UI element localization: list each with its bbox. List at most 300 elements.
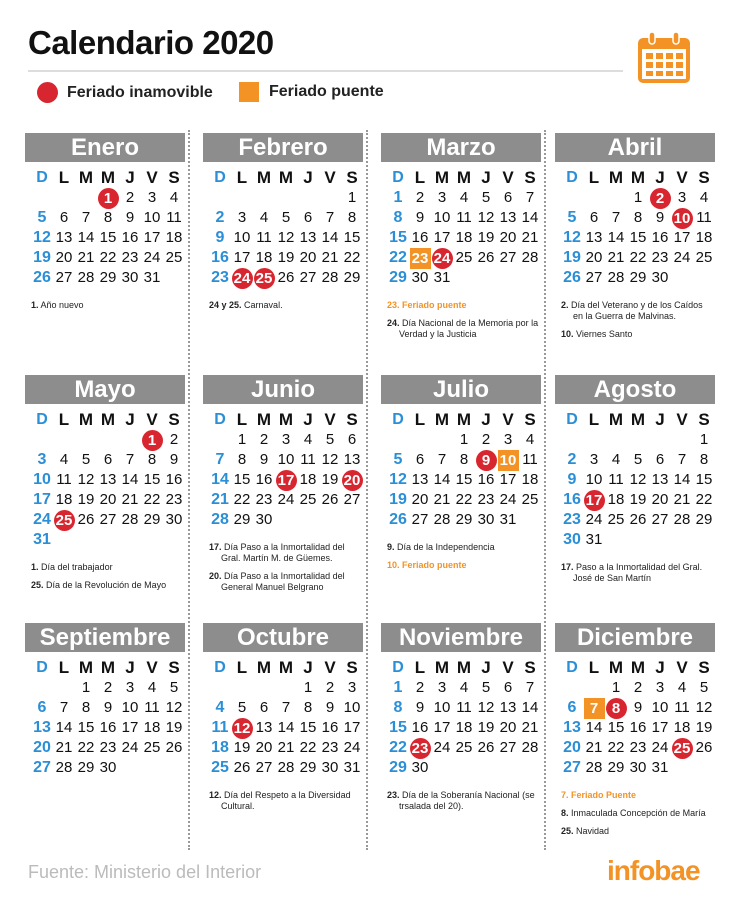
day: 15 bbox=[695, 471, 713, 488]
day: 16 bbox=[563, 491, 581, 508]
holiday-day: 8 bbox=[605, 698, 627, 718]
day: 18 bbox=[143, 719, 161, 736]
day: 28 bbox=[607, 269, 625, 286]
day: 18 bbox=[521, 471, 539, 488]
weekday-label: L bbox=[58, 168, 70, 187]
day: 3 bbox=[437, 679, 447, 696]
month-header: Enero bbox=[25, 133, 185, 162]
weekday-label: J bbox=[481, 658, 491, 677]
note-day: 10. bbox=[561, 329, 574, 339]
day: 22 bbox=[299, 739, 317, 756]
day: 12 bbox=[321, 451, 339, 468]
legend-bridge bbox=[239, 82, 384, 102]
day: 12 bbox=[477, 699, 495, 716]
day: 27 bbox=[499, 249, 517, 266]
day: 17 bbox=[433, 229, 451, 246]
day: 18 bbox=[211, 739, 229, 756]
day: 16 bbox=[651, 229, 669, 246]
day: 3 bbox=[147, 189, 157, 206]
note-day: 7. bbox=[561, 790, 569, 800]
empty-cell bbox=[231, 188, 253, 208]
day: 9 bbox=[125, 209, 135, 226]
holiday-day: 20 bbox=[341, 470, 363, 490]
day: 10 bbox=[651, 699, 669, 716]
weekday-label: S bbox=[168, 658, 180, 677]
day: 10 bbox=[33, 471, 51, 488]
day: 7 bbox=[677, 451, 687, 468]
day: 27 bbox=[299, 269, 317, 286]
day: 2 bbox=[103, 679, 113, 696]
day: 24 bbox=[499, 491, 517, 508]
day: 11 bbox=[522, 451, 538, 468]
weekday-label: J bbox=[303, 168, 313, 187]
weekday-label: J bbox=[655, 410, 665, 429]
day: 18 bbox=[455, 229, 473, 246]
weekday-label: S bbox=[168, 410, 180, 429]
day: 15 bbox=[629, 229, 647, 246]
day: 11 bbox=[456, 699, 472, 716]
day: 15 bbox=[607, 719, 625, 736]
day: 28 bbox=[211, 511, 229, 528]
red-circle-icon bbox=[37, 82, 58, 103]
holiday-notes bbox=[209, 300, 363, 311]
day: 5 bbox=[633, 451, 643, 468]
day: 7 bbox=[281, 699, 291, 716]
day: 10 bbox=[277, 451, 295, 468]
calendar-icon bbox=[637, 32, 691, 84]
note-text: Día del Respeto a la Diversidad Cultural. bbox=[221, 790, 351, 811]
day-grid bbox=[209, 410, 363, 530]
day: 1 bbox=[81, 679, 91, 696]
note-text: Feriado puente bbox=[402, 300, 467, 310]
day: 29 bbox=[99, 269, 117, 286]
day: 28 bbox=[521, 739, 539, 756]
day: 20 bbox=[55, 249, 73, 266]
day: 12 bbox=[165, 699, 183, 716]
month-header: Febrero bbox=[203, 133, 363, 162]
day: 28 bbox=[277, 759, 295, 776]
holiday-day: 17 bbox=[583, 490, 605, 510]
note-text: Feriado puente bbox=[402, 560, 467, 570]
day-grid bbox=[31, 410, 185, 550]
note-day: 1. bbox=[31, 300, 39, 310]
empty-cell bbox=[209, 188, 231, 208]
day: 13 bbox=[33, 719, 51, 736]
day: 17 bbox=[343, 719, 361, 736]
day: 6 bbox=[259, 699, 269, 716]
day: 7 bbox=[611, 209, 621, 226]
day: 1 bbox=[633, 189, 643, 206]
day: 3 bbox=[37, 451, 47, 468]
day: 30 bbox=[477, 511, 495, 528]
day: 23 bbox=[477, 491, 495, 508]
day: 2 bbox=[415, 189, 425, 206]
day: 16 bbox=[411, 229, 429, 246]
day: 23 bbox=[211, 269, 229, 286]
weekday-label: L bbox=[588, 168, 600, 187]
day: 6 bbox=[415, 451, 425, 468]
month-header: Julio bbox=[381, 375, 541, 404]
weekday-label: V bbox=[324, 658, 336, 677]
day: 31 bbox=[143, 269, 161, 286]
column-separator bbox=[544, 130, 546, 850]
day: 13 bbox=[651, 471, 669, 488]
day: 23 bbox=[165, 491, 183, 508]
note-day: 20. bbox=[209, 571, 222, 581]
month-mayo bbox=[25, 375, 185, 598]
day: 18 bbox=[455, 719, 473, 736]
day: 29 bbox=[389, 269, 407, 286]
weekday-label: M bbox=[78, 658, 94, 677]
weekday-label: S bbox=[524, 658, 536, 677]
day: 11 bbox=[144, 699, 160, 716]
holiday-note bbox=[209, 542, 363, 564]
day: 15 bbox=[233, 471, 251, 488]
holiday-note bbox=[387, 542, 541, 553]
weekday-label: M bbox=[630, 168, 646, 187]
weekday-label: S bbox=[698, 410, 710, 429]
day: 22 bbox=[607, 739, 625, 756]
note-day: 17. bbox=[561, 562, 574, 572]
empty-cell bbox=[387, 430, 409, 450]
day: 29 bbox=[299, 759, 317, 776]
weekday-label: V bbox=[502, 658, 514, 677]
day: 19 bbox=[77, 491, 95, 508]
weekday-label: M bbox=[278, 410, 294, 429]
day: 10 bbox=[585, 471, 603, 488]
holiday-notes bbox=[387, 790, 541, 812]
holiday-notes bbox=[31, 562, 185, 591]
day: 7 bbox=[325, 209, 335, 226]
day: 7 bbox=[81, 209, 91, 226]
day: 12 bbox=[77, 471, 95, 488]
holiday-notes bbox=[387, 300, 541, 340]
day: 28 bbox=[521, 249, 539, 266]
note-text: Año nuevo bbox=[40, 300, 84, 310]
note-day: 17. bbox=[209, 542, 222, 552]
day: 20 bbox=[499, 229, 517, 246]
day: 6 bbox=[37, 699, 47, 716]
day: 20 bbox=[255, 739, 273, 756]
day: 14 bbox=[585, 719, 603, 736]
holiday-day: 25 bbox=[53, 510, 75, 530]
month-julio bbox=[381, 375, 541, 578]
day: 9 bbox=[655, 209, 665, 226]
empty-cell bbox=[31, 188, 53, 208]
day: 27 bbox=[499, 739, 517, 756]
day: 9 bbox=[415, 699, 425, 716]
weekday-label: S bbox=[346, 410, 358, 429]
day: 17 bbox=[233, 249, 251, 266]
holiday-day: 24 bbox=[431, 248, 453, 268]
day: 15 bbox=[299, 719, 317, 736]
day: 20 bbox=[33, 739, 51, 756]
day: 16 bbox=[99, 719, 117, 736]
weekday-label: D bbox=[566, 169, 578, 186]
day: 13 bbox=[99, 471, 117, 488]
day: 30 bbox=[165, 511, 183, 528]
weekday-label: L bbox=[414, 168, 426, 187]
day: 30 bbox=[563, 531, 581, 548]
day: 21 bbox=[77, 249, 95, 266]
day: 13 bbox=[585, 229, 603, 246]
day: 27 bbox=[651, 511, 669, 528]
note-text: Feriado Puente bbox=[571, 790, 637, 800]
day: 22 bbox=[99, 249, 117, 266]
holiday-day: 10 bbox=[671, 208, 693, 228]
day: 1 bbox=[611, 679, 621, 696]
weekday-label: S bbox=[698, 658, 710, 677]
day: 19 bbox=[477, 229, 495, 246]
empty-cell bbox=[583, 430, 605, 450]
day: 5 bbox=[169, 679, 179, 696]
day: 30 bbox=[411, 759, 429, 776]
weekday-label: L bbox=[588, 658, 600, 677]
day: 3 bbox=[281, 431, 291, 448]
empty-cell bbox=[275, 188, 297, 208]
day: 5 bbox=[81, 451, 91, 468]
note-day: 12. bbox=[209, 790, 222, 800]
day: 16 bbox=[477, 471, 495, 488]
empty-cell bbox=[119, 430, 141, 450]
day: 4 bbox=[303, 431, 313, 448]
day: 14 bbox=[211, 471, 229, 488]
day: 9 bbox=[103, 699, 113, 716]
empty-cell bbox=[275, 678, 297, 698]
day: 6 bbox=[567, 699, 577, 716]
day: 1 bbox=[393, 679, 403, 696]
day: 9 bbox=[633, 699, 643, 716]
day: 21 bbox=[521, 229, 539, 246]
day: 27 bbox=[563, 759, 581, 776]
legend-fixed bbox=[37, 82, 213, 103]
weekday-label: M bbox=[256, 658, 272, 677]
weekday-label: M bbox=[630, 410, 646, 429]
holiday-note bbox=[561, 300, 715, 322]
holiday-note bbox=[387, 790, 541, 812]
note-text: Inmaculada Concepción de María bbox=[571, 808, 706, 818]
day: 28 bbox=[55, 759, 73, 776]
day: 14 bbox=[321, 229, 339, 246]
day: 11 bbox=[608, 471, 624, 488]
day: 15 bbox=[343, 229, 361, 246]
day: 29 bbox=[455, 511, 473, 528]
day: 23 bbox=[563, 511, 581, 528]
day: 23 bbox=[651, 249, 669, 266]
day: 10 bbox=[121, 699, 139, 716]
weekday-label: J bbox=[125, 658, 135, 677]
bridge-day: 7 bbox=[583, 698, 605, 718]
day: 6 bbox=[59, 209, 69, 226]
weekday-label: D bbox=[214, 411, 226, 428]
day: 28 bbox=[585, 759, 603, 776]
weekday-label: J bbox=[303, 410, 313, 429]
day: 4 bbox=[459, 189, 469, 206]
day: 26 bbox=[629, 511, 647, 528]
day: 16 bbox=[321, 719, 339, 736]
day: 26 bbox=[233, 759, 251, 776]
note-day: 2. bbox=[561, 300, 569, 310]
day: 15 bbox=[143, 471, 161, 488]
day: 29 bbox=[389, 759, 407, 776]
weekday-label: L bbox=[58, 658, 70, 677]
day: 20 bbox=[585, 249, 603, 266]
month-header: Noviembre bbox=[381, 623, 541, 652]
note-day: 24 y 25. bbox=[209, 300, 242, 310]
weekday-label: J bbox=[655, 168, 665, 187]
day-grid bbox=[387, 168, 541, 288]
day: 25 bbox=[165, 249, 183, 266]
note-day: 1. bbox=[31, 562, 39, 572]
day: 23 bbox=[629, 739, 647, 756]
weekday-label: L bbox=[414, 658, 426, 677]
weekday-label: M bbox=[630, 658, 646, 677]
legend-bridge-label: Feriado puente bbox=[269, 83, 384, 100]
day: 12 bbox=[477, 209, 495, 226]
day: 22 bbox=[233, 491, 251, 508]
day: 27 bbox=[99, 511, 117, 528]
day: 28 bbox=[121, 511, 139, 528]
day: 6 bbox=[655, 451, 665, 468]
empty-cell bbox=[561, 430, 583, 450]
day: 7 bbox=[437, 451, 447, 468]
month-header: Octubre bbox=[203, 623, 363, 652]
holiday-notes bbox=[31, 300, 185, 311]
month-header: Septiembre bbox=[25, 623, 185, 652]
day: 1 bbox=[347, 189, 357, 206]
day: 7 bbox=[525, 189, 535, 206]
empty-cell bbox=[627, 430, 649, 450]
holiday-day: 1 bbox=[141, 430, 163, 450]
holiday-note bbox=[387, 300, 541, 311]
holiday-note bbox=[561, 790, 715, 801]
month-header: Agosto bbox=[555, 375, 715, 404]
day: 16 bbox=[629, 719, 647, 736]
day: 7 bbox=[125, 451, 135, 468]
holiday-day: 17 bbox=[275, 470, 297, 490]
day: 31 bbox=[433, 269, 451, 286]
weekday-label: D bbox=[36, 169, 48, 186]
day: 3 bbox=[347, 679, 357, 696]
weekday-label: J bbox=[481, 168, 491, 187]
day: 14 bbox=[521, 209, 539, 226]
day: 21 bbox=[55, 739, 73, 756]
day: 1 bbox=[237, 431, 247, 448]
day: 19 bbox=[389, 491, 407, 508]
holiday-day: 12 bbox=[231, 718, 253, 738]
note-day: 25. bbox=[561, 826, 574, 836]
holiday-note bbox=[209, 300, 363, 311]
day: 18 bbox=[255, 249, 273, 266]
day: 12 bbox=[389, 471, 407, 488]
day: 23 bbox=[121, 249, 139, 266]
empty-cell bbox=[431, 430, 453, 450]
holiday-note bbox=[561, 562, 715, 584]
day: 8 bbox=[237, 451, 247, 468]
day: 19 bbox=[165, 719, 183, 736]
day: 3 bbox=[655, 679, 665, 696]
day: 9 bbox=[415, 209, 425, 226]
weekday-label: D bbox=[566, 411, 578, 428]
empty-cell bbox=[253, 188, 275, 208]
note-day: 8. bbox=[561, 808, 569, 818]
day: 3 bbox=[437, 189, 447, 206]
day: 23 bbox=[321, 739, 339, 756]
empty-cell bbox=[253, 678, 275, 698]
day: 12 bbox=[629, 471, 647, 488]
day: 31 bbox=[651, 759, 669, 776]
day: 18 bbox=[695, 229, 713, 246]
note-text: Día del trabajador bbox=[41, 562, 113, 572]
empty-cell bbox=[561, 678, 583, 698]
day: 17 bbox=[143, 229, 161, 246]
day: 9 bbox=[567, 471, 577, 488]
holiday-notes bbox=[209, 790, 363, 812]
weekday-label: J bbox=[655, 658, 665, 677]
day: 31 bbox=[585, 531, 603, 548]
weekday-label: D bbox=[214, 659, 226, 676]
note-text: Día de la Revolución de Mayo bbox=[46, 580, 167, 590]
day: 10 bbox=[343, 699, 361, 716]
weekday-label: S bbox=[698, 168, 710, 187]
day: 29 bbox=[233, 511, 251, 528]
day: 22 bbox=[389, 249, 407, 266]
day: 13 bbox=[499, 699, 517, 716]
day: 2 bbox=[215, 209, 225, 226]
month-septiembre bbox=[25, 623, 185, 790]
day: 29 bbox=[629, 269, 647, 286]
day: 5 bbox=[325, 431, 335, 448]
day: 19 bbox=[477, 719, 495, 736]
day: 14 bbox=[77, 229, 95, 246]
day: 31 bbox=[343, 759, 361, 776]
holiday-note bbox=[31, 580, 185, 591]
day: 6 bbox=[347, 431, 357, 448]
month-header: Junio bbox=[203, 375, 363, 404]
day-grid bbox=[387, 658, 541, 778]
day: 21 bbox=[433, 491, 451, 508]
day: 9 bbox=[259, 451, 269, 468]
day: 30 bbox=[411, 269, 429, 286]
weekday-label: V bbox=[502, 410, 514, 429]
day: 5 bbox=[481, 189, 491, 206]
day: 4 bbox=[699, 189, 709, 206]
weekday-label: V bbox=[502, 168, 514, 187]
day: 8 bbox=[393, 699, 403, 716]
day: 29 bbox=[77, 759, 95, 776]
weekday-label: D bbox=[566, 659, 578, 676]
day-grid bbox=[209, 658, 363, 778]
day: 10 bbox=[433, 209, 451, 226]
note-text: Día de la Independencia bbox=[397, 542, 495, 552]
day: 13 bbox=[255, 719, 273, 736]
note-text: Día de la Soberanía Nacional (se trsalada del 20). bbox=[399, 790, 535, 811]
day: 14 bbox=[521, 699, 539, 716]
month-abril bbox=[555, 133, 715, 347]
day: 12 bbox=[33, 229, 51, 246]
day: 2 bbox=[415, 679, 425, 696]
month-header: Diciembre bbox=[555, 623, 715, 652]
day: 20 bbox=[411, 491, 429, 508]
day: 25 bbox=[299, 491, 317, 508]
day: 14 bbox=[277, 719, 295, 736]
day: 21 bbox=[277, 739, 295, 756]
day: 22 bbox=[343, 249, 361, 266]
note-day: 9. bbox=[387, 542, 395, 552]
day: 14 bbox=[55, 719, 73, 736]
day: 13 bbox=[299, 229, 317, 246]
weekday-label: L bbox=[236, 410, 248, 429]
